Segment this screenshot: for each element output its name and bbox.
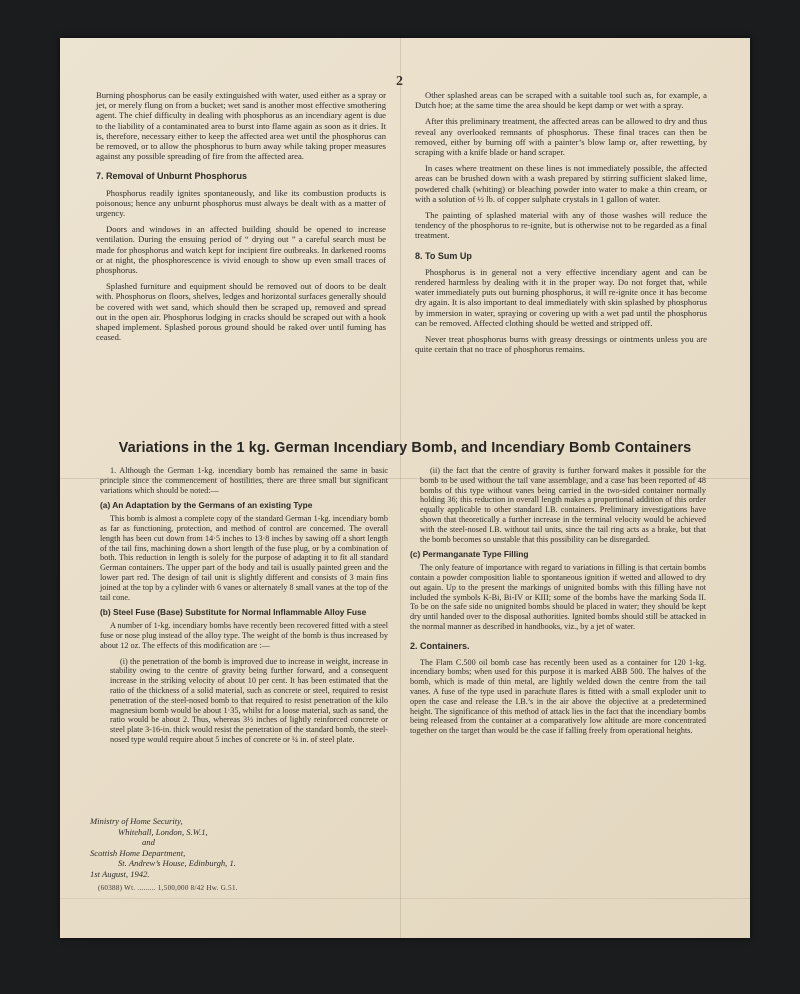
signature-address-2: St. Andrew’s House, Edinburgh, 1. — [118, 858, 236, 868]
top-right-column — [415, 90, 707, 360]
heading-containers: 2. Containers. — [410, 640, 470, 651]
printer-imprint: (60388) Wt. ......... 1,500,000 8/42 Hw. G.51. — [98, 884, 238, 892]
paragraph-preliminary-treatment: After this preliminary treatment, the affected areas can be allowed to dry and thus reveal any overlooked remnants of phosphorus. These final traces can then be removed, either by burning off with a painter’s blow lamp or, after rewetting, by scraping with a knife blade or hand scraper. — [415, 116, 707, 158]
paragraph-steel-fuse: A number of 1-kg. incendiary bombs have recently been recovered fitted with a steel fuse or nose plug instead of the alloy type. The weight of the bomb is thus increased by about 12 oz. The effects of this modification are :— — [100, 621, 388, 650]
signature-department: Scottish Home Department, — [90, 847, 186, 858]
paragraph-extinguishing: Burning phosphorus can be easily extinguished with water, used either as a spray or jet, or merely flung on from a bucket; wet sand is another most effective smothering agent. The chief difficulty in dealing with phosphorus as an incendiary agent is due to the liability of a contaminated area to burst into flame again as soon as it dries. It is, therefore, necessary either to keep the affected area wet until the phosphorus can be removed, or to allow the phosphorus to burn away while taking proper measures against any possible spreading of fire from the affected area. — [96, 90, 386, 162]
document-page — [60, 38, 750, 938]
paragraph-summary: Phosphorus is in general not a very effective incendiary agent and can be rendered harmless by dealing with it in the proper way. Do not forget that, while water immediately puts out burning phosphorus, it will re-ignite once it has become dry again. It is also important to deal immediately with skin splashed by phosphorus by immersion in water, spraying or covering up with a wet pad until the phosphorus can be removed. Affected clothing should be wetted and stripped off. — [415, 266, 707, 328]
paragraph-spontaneous-ignition: Phosphorus readily ignites spontaneously, and like its combustion products is poisonous; hence any unburnt phosphorus must always be dealt with as a matter of urgency. — [96, 187, 386, 219]
paragraph-penetration-effect: (i) the penetration of the bomb is improved due to increase in weight, increase in stability owing to the centre of gravity being further forward, and a consequent increase in the striking velocity of about 10 per cent. It has been estimated that the ratio of the thickness of a solid material, such as concrete or steel, required to resist penetration of the steel-nosed bomb to that required to resist penetration of the kilo magnesium bomb would be about 1·35, whilst for a loose material, such as sand, the ratio would be about 2. Thus, whereas 3½ inches of lightly reinforced concrete or steel plate 3-16-in. thick would resist the penetration of the standard bomb, the steel-nosed type would require about 5 inches of concrete or ¼ in. of steel plate. — [110, 656, 388, 744]
page-number: 2 — [396, 74, 403, 89]
paragraph-scraping: Other splashed areas can be scraped with a suitable tool such as, for example, a Dutch hoe; at the same time the area should be kept damp or wet with a spray. — [415, 90, 707, 111]
heading-to-sum-up: 8. To Sum Up — [415, 250, 472, 261]
paragraph-variations-intro: 1. Although the German 1-kg. incendiary bomb has remained the same in basic principle since the commencement of hostilities, there are three small but significant variations which should be noted:— — [100, 466, 388, 495]
section-banner-title: Variations in the 1 kg. German Incendiary Bomb, and Incendiary Bomb Containers — [118, 440, 692, 456]
paragraph-permanganate: The only feature of importance with regard to variations in filling is that certain bombs contain a powder composition liable to spontaneous ignition if wetted and allowed to dry out again. Up to the present the markings of unignited bombs with this filling have not included the symbols K-Bi, Bi-IV or KIII; some of the bombs have the marking Soda II. To be on the safe side no unignited bombs should be placed in water; they should be kept dry until handed over to the disposal authorities. Ignited bombs should still be attacked in the normal manner as described in handbooks, viz., by a jet of water. — [410, 563, 706, 631]
paragraph-centre-of-gravity: (ii) the fact that the centre of gravity is further forward makes it possible for the bomb to be used without the tail vane assemblage, and a case has been reported of 48 bombs of this type without vanes being carried in the two-sided container normally holding 36; this reduction in overall length makes a proportional addition of this order equally applicable to other standard I.B. containers. Preliminary investigations have shown that theoretically a further increase in the terminal velocity would be achieved with the steel-nosed I.B. without tail units, since the tail ring acts as a brake, but that the bomb becomes so unstable that this possibility can be disregarded. — [420, 466, 706, 544]
signature-date: 1st August, 1942. — [90, 868, 150, 879]
fold-crease-vertical — [400, 38, 401, 938]
paragraph-painting-washes: The painting of splashed material with any of those washes will reduce the tendency of the phosphorus to re-ignite, but is otherwise not to be regarded as a final treatment. — [415, 210, 707, 241]
bottom-left-column — [100, 466, 388, 751]
heading-removal-unburnt-phosphorus: 7. Removal of Unburnt Phosphorus — [96, 171, 248, 182]
signature-and: and — [142, 837, 155, 847]
bottom-right-column — [410, 466, 706, 742]
heading-permanganate: (c) Permanganate Type Filling — [410, 549, 529, 560]
paragraph-ventilation: Doors and windows in an affected building should be opened to increase ventilation. During the ensuing period of “ drying out ” a careful search must be made for phosphorus and watch kept for incipient fire outbreaks. In darkened rooms or at night, the phosphorescence is vivid enough to show up even small traces of phosphorus. — [96, 224, 386, 276]
paragraph-containers: The Flam C.500 oil bomb case has recently been used as a container for 120 1-kg. incendiary bombs; when used for this purpose it is marked ABB 500. The halves of the bomb, which is made of thin metal, are lightly welded down the centre from the tail vanes. A fuse of the type used in parachute flares is fitted with a small exploder unit to open the case and release the I.B.’s in the air above the objective at a predetermined height. The significance of this method of attack lies in the fact that the incendiary bombs being released from the container at a comparatively low altitude are more concentrated together on the target than would be the case if falling freely from operational heights. — [410, 657, 706, 736]
paragraph-wash-treatment: In cases where treatment on these lines is not immediately possible, the affected areas can be brushed down with a wash prepared by stirring sufficient slaked lime, powdered chalk (whiting) or bleaching powder into water to make a thin cream, or with a solution of ½ lb. of copper sulphate crystals in 1 gallon of water. — [415, 163, 707, 204]
heading-steel-fuse: (b) Steel Fuse (Base) Substitute for Normal Inflammable Alloy Fuse — [100, 607, 367, 618]
heading-adaptation: (a) An Adaptation by the Germans of an existing Type — [100, 500, 313, 511]
signature-ministry: Ministry of Home Security, — [90, 816, 183, 826]
signature-address-1: Whitehall, London, S.W.1, — [118, 826, 208, 837]
signature-block — [90, 816, 390, 879]
paragraph-adaptation: This bomb is almost a complete copy of the standard German 1-kg. incendiary bomb as far as functioning, protection, and method of control are concerned. The overall length has been cut down from 14·5 inches to 13·8 inches by sawing off a short length of the tail fins, machining down a short length of the fuse plug, or by a combination of both. This reduction in length is solely for the purpose of adapting it to fit all standard German containers. The upper part of the body and tail is usually painted green and the lower part red. The design of tail unit is slightly different and consists of 3 main fins joined at the top by a cylinder with 6 vanes or alternately 8 small vanes at the top of the tail cone. — [100, 514, 388, 602]
paragraph-burns-warning: Never treat phosphorus burns with greasy dressings or ointments unless you are quite certain that no trace of phosphorus remains. — [415, 334, 707, 355]
top-left-column — [96, 90, 386, 348]
fold-crease-horizontal-lower — [60, 898, 750, 899]
paragraph-splashed-furniture: Splashed furniture and equipment should be removed out of doors to be dealt with. Phosphorus on floors, shelves, ledges and horizontal surfaces generally should be covered with wet sand, which should then be scraped up, removed and spread out in the open air. Phosphorus lodging in cracks should be scraped out with a hook shaped implement. Splashed porous ground should be raked over until fuming has ceased. — [96, 281, 386, 343]
